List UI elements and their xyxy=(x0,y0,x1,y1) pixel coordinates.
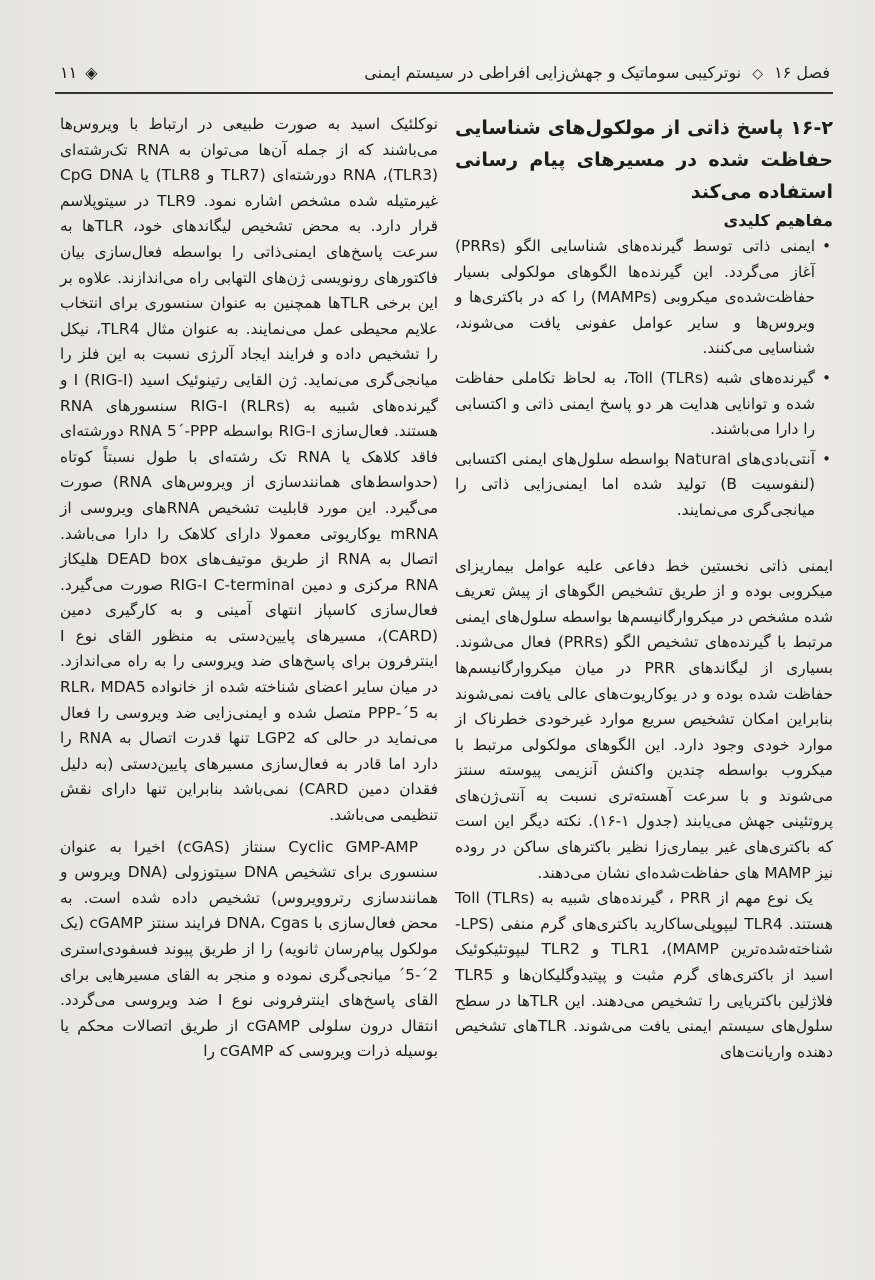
body-paragraph: یک نوع مهم از PRR ، گیرنده‌های شبیه به Toll (TLRs) هستند. TLR4 لیپوپلی‌ساکارید باکتری‌های گرم منفی (LPS- شناخته‌شده‌ترین MAMP)، TLR1 و TLR2 لیپوتئیکوئیک اسید از باکتری‌های گرم مثبت و پپتیدوگلیکان‌ها و TLR5 فلاژلین باکتریایی را تشخیص می‌دهند. این TLRها در سطح سلول‌های سیستم ایمنی یافت می‌شوند. TLRهای تشخیص دهنده واریانت‌های xyxy=(455,889,834,1061)
key-concepts-title: مفاهیم کلیدی xyxy=(723,211,833,230)
chapter-number: فصل ۱۶ xyxy=(774,62,830,82)
chapter-heading xyxy=(364,63,830,82)
page-number-block xyxy=(60,63,98,82)
chapter-title: نوترکیبی سوماتیک و جهش‌زایی افراطی در سیستم ایمنی xyxy=(364,62,742,82)
key-concept-item: • گیرنده‌های شبه Toll (TLRs)، به لحاظ تکاملی حفاظت شده و توانایی هدایت هر دو پاسخ ایمنی ذاتی و اکتسابی را دارا می‌باشند. xyxy=(455,366,815,443)
body-paragraph: نوکلئیک اسید به صورت طبیعی در ارتباط با ویروس‌ها می‌باشند که از جمله آن‌ها می‌توان به RNA تک‌رشته‌ای (TLR3)، RNA دورشته‌ای (TLR7 و TLR8) یا CpG DNA غیرمتیله شده مشخص اشاره نمود. TLR9 در سیتوپلاسم قرار دارد. به محض تشخیص لیگاندهای خود، TLRها به سرعت پاسخ‌های ایمنی‌ذاتی را بواسطه فعال‌سازی بیان فاکتورهای رونویسی ژن‌های التهابی راه می‌اندازند. علاوه بر این برخی TLRها همچنین به عنوان سنسوری برای انتخاب علایم محیطی عمل می‌نمایند. به عنوان مثال TLR4، نیکل را تشخیص داده و فرایند ایجاد آلرژی نسبت به این فلز را میانجی‌گری می‌نماید. ژن القایی رتینوئیک اسید I (RIG-I) و گیرنده‌های شبیه به RIG-I (RLRs) سنسورهای RNA هستند. فعال‌سازی RIG-I بواسطه RNA 5´-PPP دورشته‌ای فاقد کلاهک یا RNA تک رشته‌ای با طول نسبتاً کوتاه (حدواسط‌های همانندسازی از ویروس‌های RNA) صورت می‌گیرد. این مورد قابلیت تشخیص RNAهای ویروسی از mRNA یوکاریوتی معمولا دارای کلاهک را دارا می‌باشد. اتصال به RNA از طریق موتیف‌های DEAD box هلیکاز RNA مرکزی و دمین RIG-I C-terminal صورت می‌گیرد. فعال‌سازی کاسپاز انتهای آمینی و به کارگیری دمین (CARD)، مسیرهای پایین‌دستی به منظور القای نوع I اینترفرون برای پاسخ‌های ضد ویروسی را به راه می‌اندازد. در میان سایر اعضای شناخته شده از خانواده RLR، MDA5 به 5´-PPP متصل شده و ایمنی‌زایی ضد ویروسی را فعال می‌نماید در حالی که LGP2 تنها قدرت اتصال به RNA را دارد اما قادر به فعال‌سازی مسیرهای پایین‌دستی (به دلیل فقدان دمین CARD) نمی‌باشد بنابراین تنها دارای نقش تنظیمی می‌باشد. xyxy=(60,115,439,825)
right-column xyxy=(455,112,833,1065)
left-column xyxy=(60,112,438,1065)
header-divider xyxy=(55,92,833,94)
key-concepts-list xyxy=(455,234,833,524)
body-paragraph: ایمنی ذاتی نخستین خط دفاعی علیه عوامل بیماریزای میکروبی بوده و از طریق تشخیص الگوهای از پیش تعریف شده مشخص در میکروارگانیسم‌ها بواسطه سلول‌های ایمنی مرتبط با گیرنده‌های تشخیص الگو (PRRs) فعال می‌شوند. بسیاری از لیگاندهای PRR در میان میکروارگانیسم‌ها حفاظت شده بوده و در یوکاریوت‌های عالی یافت نمی‌شوند بنابراین امکان تشخیص سریع موارد غیرخودی خطرناک از موارد خودی وجود دارد. این الگوهای مولکولی مرتبط با میکروب بواسطه چندین واکنش آنزیمی پیوسته سنتز می‌شوند و با سرعت آهسته‌تری نسبت به آنتی‌ژن‌های پروتئینی جهش می‌یابند (جدول ۱-۱۶). نکته دیگر این است که باکتری‌های غیر بیماری‌زا نظیر باکترهای ساکن در روده نیز MAMP های حفاظت‌شده‌ای نشان می‌دهند. xyxy=(455,556,833,882)
diamond-filled-icon: ◈ xyxy=(85,62,98,82)
page-number: ۱۱ xyxy=(60,62,78,82)
section-title: ۱۶-۲ پاسخ ذاتی از مولکول‌های شناسایی حفاظت شده در مسیرهای پیام رسانی استفاده می‌کند xyxy=(455,117,833,203)
diamond-outline-icon: ◇ xyxy=(752,65,763,82)
key-concept-item: • ایمنی ذاتی توسط گیرنده‌های شناسایی الگو (PRRs) آغاز می‌گردد. این گیرنده‌ها الگوهای مولکولی بسیار حفاظت‌شده‌ی میکروبی (MAMPs) را که در باکتری‌ها و ویروس‌ها و سایر عوامل عفونی یافت می‌شوند، شناسایی می‌کنند. xyxy=(455,234,815,362)
running-header xyxy=(60,52,830,92)
body-paragraph: Cyclic GMP-AMP سنتاز (cGAS) اخیرا به عنوان سنسوری برای تشخیص DNA سیتوزولی (DNA ویروس و همانندسازی رتروویروس) تشخیص داده شده است. به محض فعال‌سازی با DNA، Cgas فرایند سنتز cGAMP (یک مولکول پیام‌رسان ثانویه) را از طریق پیوند فسفودی‌استری 2´-5´ میانجی‌گری نموده و منجر به القای مسیرهایی برای القای پاسخ‌های اینترفرونی نوع I ضد ویروسی می‌گردد. انتقال درون سلولی cGAMP از طریق اتصالات محکم یا بوسیله ذرات ویروسی که cGAMP را xyxy=(60,837,439,1061)
key-concept-item: • آنتی‌بادی‌های Natural بواسطه سلول‌های ایمنی اکتسابی (لنفوسیت B) تولید شده اما ایمنی‌زایی ذاتی را میانجی‌گری می‌نمایند. xyxy=(455,447,815,524)
